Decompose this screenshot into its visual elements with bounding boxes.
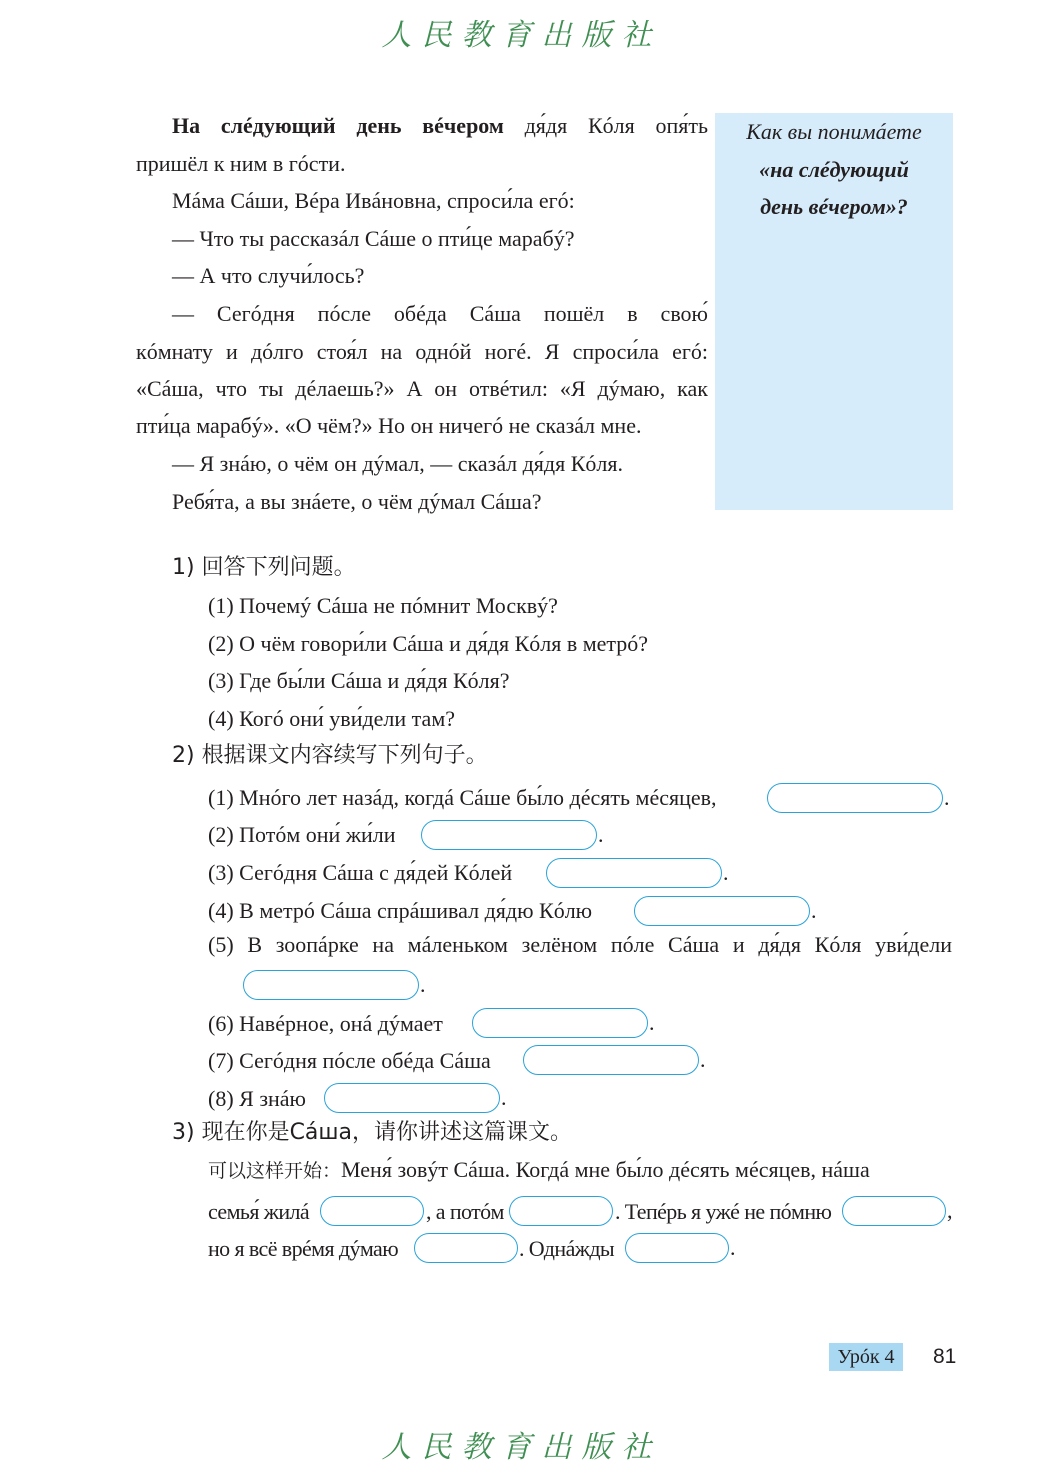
exercise-2-sentence-4: (4) В метрó Сáша спрáшивал дя́дю Кóлю — [208, 898, 593, 923]
exercise-2-title: 2) 根据课文内容续写下列句子。 — [172, 743, 488, 768]
highlighted-phrase: На слéдующий день вéчером — [172, 113, 504, 138]
page-number: 81 — [933, 1345, 957, 1368]
answer-blank-2-3[interactable] — [546, 858, 722, 888]
sidebar-line-2: «на слéдующий — [759, 157, 909, 182]
exercise-1-question-1: (1) Почемý Сáша не пóмнит Москвý? — [208, 593, 558, 618]
exercise-1-question-2: (2) О чём говори́ли Сáша и дя́дя Кóля в метрó? — [208, 631, 649, 656]
exercise-2-sentence-1: (1) Мнóго лет назáд, когдá Сáше бы́ло дéсять мéсяцев, — [208, 785, 717, 810]
exercise-1-question-4: (4) Когó они́ уви́дели там? — [208, 706, 456, 731]
period: . — [420, 972, 426, 997]
paragraph-5-line-4: пти́ца марабý». «О чём?» Но он ничегó не сказáл мне. — [136, 413, 642, 438]
sidebar-note — [715, 113, 953, 510]
publisher-logo-bottom: 人民教育出版社 — [381, 1430, 662, 1465]
answer-blank-3-2[interactable] — [509, 1196, 613, 1226]
answer-blank-2-5[interactable] — [243, 970, 419, 1000]
paragraph-6: — Я знáю, о чём он дýмал, — сказáл дя́дя Кóля. — [172, 451, 623, 476]
exercise-2-sentence-2: (2) Потóм они́ жи́ли — [208, 822, 396, 847]
comma: , — [947, 1198, 953, 1223]
exercise-3-title: 3) 现在你是Сáша，请你讲述这篇课文。 — [172, 1120, 573, 1145]
period: . — [501, 1085, 507, 1110]
period: . — [723, 860, 729, 885]
answer-blank-3-1[interactable] — [320, 1196, 424, 1226]
paragraph-1-line-1 — [172, 111, 708, 141]
paragraph-5-line-1: — Сегóдня пóсле обéда Сáша пошёл в свою́ — [172, 301, 708, 326]
answer-blank-2-7[interactable] — [523, 1045, 699, 1075]
answer-blank-3-4[interactable] — [414, 1233, 518, 1263]
period: . — [598, 822, 604, 847]
lesson-badge: Урóк 4 — [829, 1343, 903, 1371]
answer-blank-2-6[interactable] — [472, 1008, 648, 1038]
intro-label: 可以这样开始： — [208, 1160, 342, 1182]
answer-blank-2-2[interactable] — [421, 820, 597, 850]
exercise-2-sentence-5: (5) В зоопáрке на мáленьком зелёном пóле Сáша и дя́дя Кóля уви́дели — [208, 932, 952, 957]
exercise-2-sentence-8: (8) Я знáю — [208, 1086, 306, 1111]
paragraph-1-rest: дя́дя Кóля опя́ть — [503, 113, 709, 138]
answer-blank-3-5[interactable] — [625, 1233, 729, 1263]
exercise-1-question-3: (3) Где бы́ли Сáша и дя́дя Кóля? — [208, 668, 510, 693]
exercise-3-text-2a: семья́ жилá — [208, 1199, 310, 1224]
exercise-3-text-2b: , а потóм — [426, 1199, 504, 1224]
exercise-3-text-3b: . Однáжды — [519, 1236, 615, 1261]
exercise-2-sentence-7: (7) Сегóдня пóсле обéда Сáша — [208, 1048, 491, 1073]
exercise-3-intro — [208, 1155, 870, 1186]
exercise-2-sentence-3: (3) Сегóдня Сáша с дя́дей Кóлей — [208, 860, 513, 885]
answer-blank-3-3[interactable] — [842, 1196, 946, 1226]
exercise-3-text-2c: . Тепéрь я ужé не пóмню — [615, 1199, 832, 1224]
answer-blank-2-1[interactable] — [767, 783, 943, 813]
intro-text: Меня́ зовýт Сáша. Когдá мне бы́ло дéсять мéсяцев, нáша — [341, 1157, 870, 1182]
paragraph-5-line-2: кóмнату и дóлго стоя́л на однóй ногé. Я спроси́ла егó: — [136, 339, 708, 364]
period: . — [649, 1010, 655, 1035]
period: . — [944, 785, 950, 810]
exercise-2-sentence-6: (6) Навéрное, онá дýмает — [208, 1011, 443, 1036]
paragraph-3: — Что ты рассказáл Сáше о пти́це марабý? — [172, 226, 575, 251]
publisher-logo-top: 人民教育出版社 — [381, 18, 662, 53]
period: . — [700, 1047, 706, 1072]
paragraph-2: Мáма Сáши, Вéра Ивáновна, спроси́ла егó: — [172, 188, 575, 213]
exercise-3-text-3a: но я всё врéмя дýмаю — [208, 1236, 399, 1261]
paragraph-1-line-2: пришёл к ним в гóсти. — [136, 151, 346, 176]
answer-blank-2-8[interactable] — [324, 1083, 500, 1113]
paragraph-4: — А что случи́лось? — [172, 263, 365, 288]
paragraph-5-line-3: «Сáша, что ты дéлаешь?» А он отвéтил: «Я дýмаю, как — [136, 376, 708, 401]
exercise-1-title: 1) 回答下列问题。 — [172, 555, 356, 580]
sidebar-line-3: день вéчером»? — [760, 194, 908, 219]
answer-blank-2-4[interactable] — [634, 896, 810, 926]
period: . — [730, 1235, 736, 1260]
paragraph-7: Ребя́та, а вы знáете, о чём дýмал Сáша? — [172, 489, 542, 514]
period: . — [811, 898, 817, 923]
sidebar-line-1: Как вы понимáете — [746, 119, 922, 144]
